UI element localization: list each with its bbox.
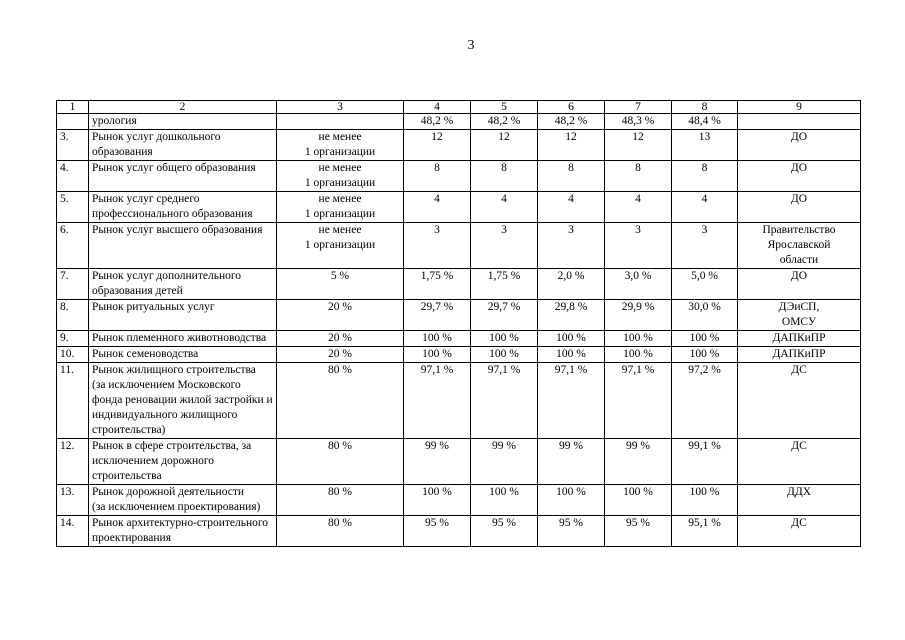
table-cell: 97,2 % <box>672 363 738 439</box>
table-cell: Рынок услуг высшего образования <box>89 223 277 269</box>
table-cell: 8 <box>404 161 471 192</box>
table-row <box>57 516 861 547</box>
column-header: 5 <box>471 101 538 114</box>
table-cell: ДДХ <box>738 485 861 516</box>
table-cell: ДАПКиПР <box>738 347 861 363</box>
table-cell: Рынок услуг дошкольного образования <box>89 130 277 161</box>
table-cell: 20 % <box>277 300 404 331</box>
table-cell: 4 <box>605 192 672 223</box>
table-cell: 97,1 % <box>404 363 471 439</box>
table-cell: 4 <box>538 192 605 223</box>
table-cell: не менее 1 организации <box>277 161 404 192</box>
table-cell: 4 <box>672 192 738 223</box>
table-row <box>57 161 861 192</box>
table-cell: 95 % <box>605 516 672 547</box>
table-cell: 99 % <box>605 439 672 485</box>
table-cell: 99 % <box>404 439 471 485</box>
table-cell: 3,0 % <box>605 269 672 300</box>
table-cell: 20 % <box>277 347 404 363</box>
table-cell: ДО <box>738 130 861 161</box>
table-cell: Рынок дорожной деятельности (за исключением проектирования) <box>89 485 277 516</box>
table-cell: 5 % <box>277 269 404 300</box>
table-cell: 5,0 % <box>672 269 738 300</box>
table-cell: 5. <box>57 192 89 223</box>
table-cell: 80 % <box>277 516 404 547</box>
table-cell: 10. <box>57 347 89 363</box>
table-cell: 8 <box>471 161 538 192</box>
table-cell: 4. <box>57 161 89 192</box>
column-header: 3 <box>277 101 404 114</box>
table-cell: 12 <box>471 130 538 161</box>
table-cell: 97,1 % <box>605 363 672 439</box>
table-row <box>57 130 861 161</box>
table-cell: 3. <box>57 130 89 161</box>
table-cell: 2,0 % <box>538 269 605 300</box>
table-row <box>57 223 861 269</box>
table-row <box>57 269 861 300</box>
table-cell: 80 % <box>277 485 404 516</box>
table-cell: ДС <box>738 516 861 547</box>
table-row <box>57 300 861 331</box>
table-cell: 80 % <box>277 363 404 439</box>
table-row <box>57 363 861 439</box>
table-row <box>57 347 861 363</box>
table-cell: 3 <box>404 223 471 269</box>
table-cell: 3 <box>538 223 605 269</box>
table-cell: 9. <box>57 331 89 347</box>
table-row <box>57 439 861 485</box>
table-cell: Рынок услуг дополнительного образования детей <box>89 269 277 300</box>
table-cell: 100 % <box>471 485 538 516</box>
table-cell: ДО <box>738 161 861 192</box>
table-cell: Правительство Ярославской области <box>738 223 861 269</box>
table-cell: 29,9 % <box>605 300 672 331</box>
table-cell: 3 <box>471 223 538 269</box>
table-cell: 8 <box>538 161 605 192</box>
table-cell: 97,1 % <box>471 363 538 439</box>
table-cell: 12. <box>57 439 89 485</box>
table-row <box>57 114 861 130</box>
table-cell: Рынок племенного животноводства <box>89 331 277 347</box>
table-cell: 14. <box>57 516 89 547</box>
table-cell: ДЭиСП, ОМСУ <box>738 300 861 331</box>
table-cell: Рынок в сфере строительства, за исключением дорожного строительства <box>89 439 277 485</box>
table-cell: 97,1 % <box>538 363 605 439</box>
table-cell: 100 % <box>605 331 672 347</box>
table-cell: 100 % <box>605 347 672 363</box>
table-cell: Рынок ритуальных услуг <box>89 300 277 331</box>
table-cell: 11. <box>57 363 89 439</box>
table-cell: 48,4 % <box>672 114 738 130</box>
table-cell: 100 % <box>404 485 471 516</box>
table-cell: 30,0 % <box>672 300 738 331</box>
table-cell: 100 % <box>672 347 738 363</box>
table-cell: 99,1 % <box>672 439 738 485</box>
table-cell: ДО <box>738 269 861 300</box>
table-cell: 1,75 % <box>471 269 538 300</box>
table-cell: ДС <box>738 363 861 439</box>
table-body <box>57 101 861 547</box>
table-cell: 4 <box>471 192 538 223</box>
table-cell: 48,2 % <box>538 114 605 130</box>
table-cell: Рынок архитектурно-строительного проектирования <box>89 516 277 547</box>
table-cell <box>738 114 861 130</box>
table-cell: 95 % <box>471 516 538 547</box>
column-header: 6 <box>538 101 605 114</box>
table-cell: 7. <box>57 269 89 300</box>
table-cell: не менее 1 организации <box>277 192 404 223</box>
table-cell: 20 % <box>277 331 404 347</box>
table-cell: 95 % <box>404 516 471 547</box>
table-cell: 100 % <box>605 485 672 516</box>
table-cell: 100 % <box>672 485 738 516</box>
table-cell: урология <box>89 114 277 130</box>
table-cell: 95 % <box>538 516 605 547</box>
table-cell <box>277 114 404 130</box>
table-cell: 8. <box>57 300 89 331</box>
data-table <box>56 100 861 547</box>
table-row <box>57 331 861 347</box>
table-cell: 100 % <box>471 331 538 347</box>
table-cell: 8 <box>605 161 672 192</box>
table-cell: 29,7 % <box>404 300 471 331</box>
table-cell: 80 % <box>277 439 404 485</box>
table-cell: Рынок услуг общего образования <box>89 161 277 192</box>
table-cell: ДАПКиПР <box>738 331 861 347</box>
column-header: 4 <box>404 101 471 114</box>
table-row <box>57 485 861 516</box>
table-cell: 100 % <box>471 347 538 363</box>
table-cell: 48,3 % <box>605 114 672 130</box>
column-header: 8 <box>672 101 738 114</box>
table-cell: 100 % <box>672 331 738 347</box>
table-cell: 100 % <box>538 331 605 347</box>
table-cell: 99 % <box>471 439 538 485</box>
table-cell: 13 <box>672 130 738 161</box>
table-cell: 29,7 % <box>471 300 538 331</box>
table-cell: 8 <box>672 161 738 192</box>
table-cell: не менее 1 организации <box>277 223 404 269</box>
column-header: 1 <box>57 101 89 114</box>
table-cell: 48,2 % <box>471 114 538 130</box>
column-header: 2 <box>89 101 277 114</box>
table-cell <box>57 114 89 130</box>
page-number: 3 <box>467 38 475 53</box>
table-cell: 12 <box>538 130 605 161</box>
table-cell: 3 <box>605 223 672 269</box>
table-cell: 100 % <box>404 347 471 363</box>
table-cell: не менее 1 организации <box>277 130 404 161</box>
table-cell: 6. <box>57 223 89 269</box>
table-cell: 12 <box>605 130 672 161</box>
column-header: 9 <box>738 101 861 114</box>
column-header: 7 <box>605 101 672 114</box>
table-cell: Рынок жилищного строительства (за исключением Московского фонда реновации жилой застройки и индивидуального жилищного строительства) <box>89 363 277 439</box>
table-cell: 12 <box>404 130 471 161</box>
table-cell: 100 % <box>538 347 605 363</box>
table-cell: 1,75 % <box>404 269 471 300</box>
table-row <box>57 192 861 223</box>
table-cell: 100 % <box>538 485 605 516</box>
table-cell: ДС <box>738 439 861 485</box>
table-cell: 99 % <box>538 439 605 485</box>
table-cell: 4 <box>404 192 471 223</box>
table-cell: 95,1 % <box>672 516 738 547</box>
table-cell: 3 <box>672 223 738 269</box>
table-cell: 29,8 % <box>538 300 605 331</box>
table-cell: 13. <box>57 485 89 516</box>
table-header-row <box>57 101 861 114</box>
table-cell: Рынок услуг среднего профессионального образования <box>89 192 277 223</box>
table-cell: 100 % <box>404 331 471 347</box>
table-cell: Рынок семеноводства <box>89 347 277 363</box>
table-cell: ДО <box>738 192 861 223</box>
table-cell: 48,2 % <box>404 114 471 130</box>
